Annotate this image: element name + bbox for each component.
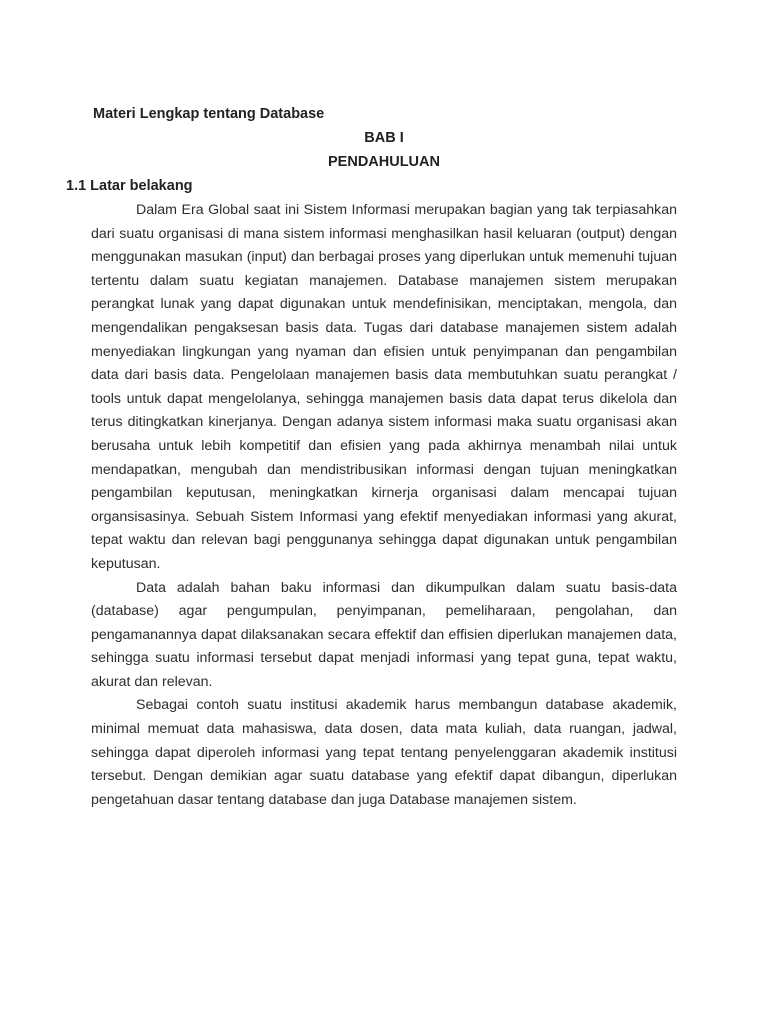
section-heading: 1.1 Latar belakang — [66, 178, 193, 194]
paragraph: Sebagai contoh suatu institusi akademik harus membangun database akademik, minimal memuat data mahasiswa, data dosen, data mata kuliah, data ruangan, jadwal, sehingga dapat diperoleh informasi yang tepat tentang penyelenggaran akademik institusi tersebut. Dengan demikian agar suatu database yang efektif dapat dibangun, diperlukan pengetahuan dasar tentang database dan juga Database manajemen sistem. — [91, 697, 677, 808]
paragraph: Data adalah bahan baku informasi dan dikumpulkan dalam suatu basis-data (database) agar pengumpulan, penyimpanan, pemeliharaan, pengolahan, dan pengamanannya dapat dilaksanakan secara effektif dan effisien diperlukan manajemen data, sehingga suatu informasi tersebut dapat menjadi informasi yang tepat guna, tepat waktu, akurat dan relevan. — [91, 579, 677, 690]
paragraph: Dalam Era Global saat ini Sistem Informasi merupakan bagian yang tak terpiasahkan dari suatu organisasi di mana sistem informasi menghasilkan hasil keluaran (output) dengan menggunakan masukan (input) dan berbagai proses yang diperlukan untuk memenuhi tujuan tertentu dalam suatu kegiatan manajemen. Database manajemen sistem merupakan perangkat lunak yang dapat digunakan untuk mendefinisikan, menciptakan, mengola, dan mengendalikan pengaksesan basis data. Tugas dari database manajemen sistem adalah menyediakan lingkungan yang nyaman dan efisien untuk penyimpanan dan pengambilan data dari basis data. Pengelolaan manajemen basis data membutuhkan suatu perangkat / tools untuk dapat mengelolanya, sehingga manajemen basis data dapat terus dikelola dan terus ditingkatkan kinerjanya. Dengan adanya sistem informasi maka suatu organisasi akan berusaha untuk lebih kompetitif dan efisien yang pada akhirnya menambah nilai untuk mendapatkan, mengubah dan mendistribusikan informasi dengan tujuan meningkatkan pengambilan keputusan, meningkatkan kirnerja organisasi dalam mencapai tujuan organsisasinya. Sebuah Sistem Informasi yang efektif menyediakan informasi yang akurat, tepat waktu dan relevan bagi penggunanya sehingga dapat digunakan untuk pengambilan keputusan. — [91, 202, 677, 572]
document-title: Materi Lengkap tentang Database — [93, 106, 325, 122]
body-text — [91, 199, 677, 812]
chapter-label: BAB I — [364, 130, 404, 146]
chapter-title: PENDAHULUAN — [328, 154, 440, 170]
